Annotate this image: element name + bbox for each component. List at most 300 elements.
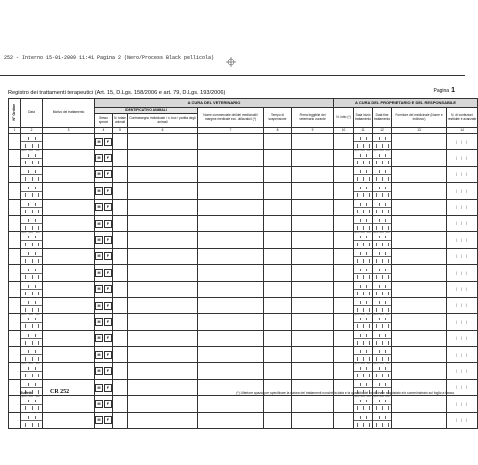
sesso-cell[interactable] [95, 330, 113, 346]
firma-cell[interactable] [292, 199, 334, 215]
nome-commerciale-cell[interactable] [198, 396, 264, 412]
totale-cell[interactable] [113, 330, 128, 346]
sex-f-checkbox[interactable]: F [104, 384, 112, 392]
data-field[interactable] [21, 134, 43, 150]
sex-m-checkbox[interactable]: M [95, 187, 103, 195]
contrassegno-cell[interactable] [128, 183, 198, 199]
quantita-cell[interactable] [447, 183, 478, 199]
date-anno-label: anno [35, 264, 40, 267]
quantita-cell[interactable] [447, 265, 478, 281]
quantita-cell[interactable] [447, 248, 478, 264]
sesso-cell[interactable] [95, 297, 113, 313]
sesso-cell[interactable] [95, 199, 113, 215]
totale-cell[interactable] [113, 363, 128, 379]
totale-cell[interactable] [113, 232, 128, 248]
quantita-cell[interactable] [447, 297, 478, 313]
totale-cell[interactable] [113, 183, 128, 199]
sex-f-checkbox[interactable]: F [104, 203, 112, 211]
sex-f-checkbox[interactable]: F [104, 138, 112, 146]
fornitore-cell[interactable] [392, 166, 447, 182]
lotto-cell[interactable] [334, 347, 354, 363]
fornitore-cell[interactable] [392, 396, 447, 412]
nome-commerciale-cell[interactable] [198, 330, 264, 346]
quantita-cell[interactable] [447, 412, 478, 428]
quantita-cell[interactable] [447, 330, 478, 346]
data-inizio-field[interactable] [354, 232, 373, 248]
ordine-cell[interactable] [9, 248, 21, 264]
firma-cell[interactable] [292, 363, 334, 379]
date-giorno-label: giorno [21, 411, 27, 414]
fornitore-cell[interactable] [392, 215, 447, 231]
totale-cell[interactable] [113, 150, 128, 166]
contrassegno-cell[interactable] [128, 232, 198, 248]
motivo-cell[interactable] [43, 183, 95, 199]
nome-commerciale-cell[interactable] [198, 297, 264, 313]
ordine-cell[interactable] [9, 412, 21, 428]
lotto-cell[interactable] [334, 183, 354, 199]
date-giorno-label: giorno [373, 395, 379, 398]
contrassegno-cell[interactable] [128, 215, 198, 231]
data-inizio-field[interactable] [354, 330, 373, 346]
sesso-cell[interactable] [95, 281, 113, 297]
contrassegno-cell[interactable] [128, 379, 198, 395]
totale-cell[interactable] [113, 347, 128, 363]
ordine-cell[interactable] [9, 297, 21, 313]
sex-f-checkbox[interactable]: F [104, 302, 112, 310]
tempo-cell[interactable] [264, 363, 292, 379]
sex-m-checkbox[interactable]: M [95, 400, 103, 408]
fornitore-cell[interactable] [392, 248, 447, 264]
sex-m-checkbox[interactable]: M [95, 154, 103, 162]
tempo-cell[interactable] [264, 347, 292, 363]
tempo-cell[interactable] [264, 166, 292, 182]
ordine-cell[interactable] [9, 232, 21, 248]
fornitore-cell[interactable] [392, 150, 447, 166]
motivo-cell[interactable] [43, 248, 95, 264]
data-fine-field[interactable] [373, 150, 392, 166]
data-field[interactable] [21, 150, 43, 166]
date-mese-label: mese [379, 248, 384, 251]
sex-m-checkbox[interactable]: M [95, 302, 103, 310]
totale-cell[interactable] [113, 134, 128, 150]
contrassegno-cell[interactable] [128, 396, 198, 412]
firma-cell[interactable] [292, 248, 334, 264]
data-inizio-field[interactable] [354, 297, 373, 313]
lotto-cell[interactable] [334, 215, 354, 231]
date-giorno-label: giorno [21, 280, 27, 283]
sesso-cell[interactable] [95, 232, 113, 248]
data-fine-field[interactable] [373, 396, 392, 412]
nome-commerciale-cell[interactable] [198, 265, 264, 281]
data-inizio-field[interactable] [354, 166, 373, 182]
data-field[interactable] [21, 347, 43, 363]
motivo-cell[interactable] [43, 166, 95, 182]
totale-cell[interactable] [113, 379, 128, 395]
totale-cell[interactable] [113, 412, 128, 428]
quantita-cell[interactable] [447, 134, 478, 150]
tempo-cell[interactable] [264, 396, 292, 412]
fornitore-cell[interactable] [392, 232, 447, 248]
tempo-cell[interactable] [264, 314, 292, 330]
lotto-cell[interactable] [334, 199, 354, 215]
date-giorno-label: giorno [354, 166, 360, 169]
quantita-cell[interactable] [447, 199, 478, 215]
column-number: 14 [447, 128, 478, 134]
sex-f-checkbox[interactable]: F [104, 367, 112, 375]
sex-f-checkbox[interactable]: F [104, 351, 112, 359]
quantita-cell[interactable] [447, 150, 478, 166]
lotto-cell[interactable] [334, 412, 354, 428]
firma-cell[interactable] [292, 215, 334, 231]
tempo-cell[interactable] [264, 134, 292, 150]
data-field[interactable] [21, 412, 43, 428]
sex-f-checkbox[interactable]: F [104, 154, 112, 162]
fornitore-cell[interactable] [392, 265, 447, 281]
contrassegno-cell[interactable] [128, 347, 198, 363]
quantita-cell[interactable] [447, 166, 478, 182]
date-mese-label: mese [28, 182, 33, 185]
sex-f-checkbox[interactable]: F [104, 318, 112, 326]
motivo-cell[interactable] [43, 232, 95, 248]
ordine-cell[interactable] [9, 314, 21, 330]
data-inizio-field[interactable] [354, 215, 373, 231]
motivo-cell[interactable] [43, 314, 95, 330]
ordine-cell[interactable] [9, 215, 21, 231]
sex-m-checkbox[interactable]: M [95, 236, 103, 244]
nome-commerciale-cell[interactable] [198, 248, 264, 264]
nome-commerciale-cell[interactable] [198, 150, 264, 166]
tempo-cell[interactable] [264, 215, 292, 231]
sex-f-checkbox[interactable]: F [104, 220, 112, 228]
firma-cell[interactable] [292, 330, 334, 346]
quantita-cell[interactable] [447, 396, 478, 412]
quantita-cell[interactable] [447, 281, 478, 297]
data-inizio-field[interactable] [354, 412, 373, 428]
data-fine-field[interactable] [373, 183, 392, 199]
tempo-cell[interactable] [264, 183, 292, 199]
data-inizio-field[interactable] [354, 248, 373, 264]
firma-cell[interactable] [292, 150, 334, 166]
data-inizio-field[interactable] [354, 265, 373, 281]
nome-commerciale-cell[interactable] [198, 363, 264, 379]
data-field[interactable] [21, 297, 43, 313]
data-fine-field[interactable] [373, 134, 392, 150]
data-inizio-field[interactable] [354, 396, 373, 412]
fornitore-cell[interactable] [392, 347, 447, 363]
sex-m-checkbox[interactable]: M [95, 138, 103, 146]
sex-f-checkbox[interactable]: F [104, 170, 112, 178]
data-fine-field[interactable] [373, 330, 392, 346]
motivo-cell[interactable] [43, 134, 95, 150]
firma-cell[interactable] [292, 265, 334, 281]
motivo-cell[interactable] [43, 297, 95, 313]
lotto-cell[interactable] [334, 314, 354, 330]
tempo-cell[interactable] [264, 297, 292, 313]
ordine-cell[interactable] [9, 379, 21, 395]
data-inizio-field[interactable] [354, 150, 373, 166]
sex-f-checkbox[interactable]: F [104, 334, 112, 342]
data-field[interactable] [21, 215, 43, 231]
data-inizio-field[interactable] [354, 134, 373, 150]
data-field[interactable] [21, 330, 43, 346]
firma-cell[interactable] [292, 396, 334, 412]
data-fine-field[interactable] [373, 166, 392, 182]
sesso-cell[interactable] [95, 166, 113, 182]
nome-commerciale-cell[interactable] [198, 199, 264, 215]
lotto-cell[interactable] [334, 330, 354, 346]
date-mese-label: mese [28, 231, 33, 234]
data-inizio-field[interactable] [354, 199, 373, 215]
contrassegno-cell[interactable] [128, 297, 198, 313]
data-fine-field[interactable] [373, 297, 392, 313]
contrassegno-cell[interactable] [128, 281, 198, 297]
data-inizio-field[interactable] [354, 314, 373, 330]
firma-cell[interactable] [292, 232, 334, 248]
quantita-cell[interactable] [447, 232, 478, 248]
sex-m-checkbox[interactable]: M [95, 351, 103, 359]
contrassegno-cell[interactable] [128, 265, 198, 281]
nome-commerciale-cell[interactable] [198, 215, 264, 231]
motivo-cell[interactable] [43, 281, 95, 297]
sex-m-checkbox[interactable]: M [95, 367, 103, 375]
date-giorno-label: giorno [373, 297, 379, 300]
data-fine-field[interactable] [373, 265, 392, 281]
contrassegno-cell[interactable] [128, 166, 198, 182]
contrassegno-cell[interactable] [128, 199, 198, 215]
lotto-cell[interactable] [334, 134, 354, 150]
sex-f-checkbox[interactable]: F [104, 187, 112, 195]
sex-f-checkbox[interactable]: F [104, 252, 112, 260]
lotto-cell[interactable] [334, 297, 354, 313]
nome-commerciale-cell[interactable] [198, 281, 264, 297]
sex-f-checkbox[interactable]: F [104, 285, 112, 293]
sex-m-checkbox[interactable]: M [95, 416, 103, 424]
data-fine-field[interactable] [373, 248, 392, 264]
tempo-cell[interactable] [264, 248, 292, 264]
motivo-cell[interactable] [43, 347, 95, 363]
data-field[interactable] [21, 183, 43, 199]
fornitore-cell[interactable] [392, 363, 447, 379]
ordine-cell[interactable] [9, 363, 21, 379]
lotto-cell[interactable] [334, 396, 354, 412]
sex-m-checkbox[interactable]: M [95, 285, 103, 293]
ordine-cell[interactable] [9, 166, 21, 182]
fornitore-cell[interactable] [392, 330, 447, 346]
fornitore-cell[interactable] [392, 281, 447, 297]
sesso-cell[interactable] [95, 150, 113, 166]
data-fine-field[interactable] [373, 199, 392, 215]
tempo-cell[interactable] [264, 150, 292, 166]
data-inizio-field[interactable] [354, 281, 373, 297]
sex-m-checkbox[interactable]: M [95, 203, 103, 211]
nome-commerciale-cell[interactable] [198, 314, 264, 330]
totale-cell[interactable] [113, 396, 128, 412]
firma-cell[interactable] [292, 166, 334, 182]
sesso-cell[interactable] [95, 248, 113, 264]
data-field[interactable] [21, 396, 43, 412]
totale-cell[interactable] [113, 314, 128, 330]
nome-commerciale-cell[interactable] [198, 347, 264, 363]
sesso-cell[interactable] [95, 215, 113, 231]
sesso-cell[interactable] [95, 183, 113, 199]
data-inizio-field[interactable] [354, 347, 373, 363]
sesso-cell[interactable] [95, 363, 113, 379]
ordine-cell[interactable] [9, 330, 21, 346]
data-fine-field[interactable] [373, 347, 392, 363]
sesso-cell[interactable] [95, 265, 113, 281]
sex-m-checkbox[interactable]: M [95, 220, 103, 228]
date-mese-label: mese [28, 166, 33, 169]
contrassegno-cell[interactable] [128, 412, 198, 428]
ordine-cell[interactable] [9, 199, 21, 215]
fornitore-cell[interactable] [392, 297, 447, 313]
firma-cell[interactable] [292, 314, 334, 330]
sex-f-checkbox[interactable]: F [104, 269, 112, 277]
ordine-cell[interactable] [9, 396, 21, 412]
data-fine-field[interactable] [373, 314, 392, 330]
data-field[interactable] [21, 199, 43, 215]
firma-cell[interactable] [292, 183, 334, 199]
ordine-cell[interactable] [9, 281, 21, 297]
tempo-cell[interactable] [264, 281, 292, 297]
sesso-cell[interactable] [95, 134, 113, 150]
motivo-cell[interactable] [43, 330, 95, 346]
data-fine-field[interactable] [373, 281, 392, 297]
nome-commerciale-cell[interactable] [198, 183, 264, 199]
tempo-cell[interactable] [264, 412, 292, 428]
fornitore-cell[interactable] [392, 199, 447, 215]
data-fine-field[interactable] [373, 215, 392, 231]
footnote: (*) Ulteriore spazio per specificare la natura dei trattamenti nonché la data e la quantità del medicinale acquistato e/o somministrato sul foglio a fianco. [236, 391, 455, 395]
totale-cell[interactable] [113, 215, 128, 231]
motivo-cell[interactable] [43, 199, 95, 215]
totale-cell[interactable] [113, 265, 128, 281]
sex-m-checkbox[interactable]: M [95, 269, 103, 277]
date-anno-label: anno [35, 379, 40, 382]
data-fine-field[interactable] [373, 232, 392, 248]
fornitore-cell[interactable] [392, 183, 447, 199]
ordine-cell[interactable] [9, 347, 21, 363]
nome-commerciale-cell[interactable] [198, 166, 264, 182]
firma-cell[interactable] [292, 347, 334, 363]
date-mese-label: mese [28, 313, 33, 316]
section-proprietario: A CURA DEL PROPRIETARIO E DEL RESPONSABILE [334, 99, 478, 108]
motivo-cell[interactable] [43, 412, 95, 428]
ordine-cell[interactable] [9, 134, 21, 150]
totale-cell[interactable] [113, 199, 128, 215]
totale-cell[interactable] [113, 281, 128, 297]
totale-cell[interactable] [113, 166, 128, 182]
nome-commerciale-cell[interactable] [198, 412, 264, 428]
data-field[interactable] [21, 363, 43, 379]
date-anno-label: anno [366, 182, 371, 185]
lotto-cell[interactable] [334, 265, 354, 281]
lotto-cell[interactable] [334, 166, 354, 182]
date-giorno-label: giorno [21, 198, 27, 201]
data-field[interactable] [21, 281, 43, 297]
quantita-cell[interactable] [447, 314, 478, 330]
data-inizio-field[interactable] [354, 183, 373, 199]
contrassegno-cell[interactable] [128, 314, 198, 330]
sex-m-checkbox[interactable]: M [95, 334, 103, 342]
sesso-cell[interactable] [95, 396, 113, 412]
date-mese-label: mese [360, 313, 365, 316]
fornitore-cell[interactable] [392, 412, 447, 428]
sex-m-checkbox[interactable]: M [95, 384, 103, 392]
totale-cell[interactable] [113, 248, 128, 264]
nome-commerciale-cell[interactable] [198, 134, 264, 150]
contrassegno-cell[interactable] [128, 363, 198, 379]
fornitore-cell[interactable] [392, 314, 447, 330]
firma-cell[interactable] [292, 412, 334, 428]
date-giorno-label: giorno [354, 329, 360, 332]
ordine-cell[interactable] [9, 150, 21, 166]
tempo-cell[interactable] [264, 199, 292, 215]
date-anno-label: anno [35, 182, 40, 185]
sex-m-checkbox[interactable]: M [95, 318, 103, 326]
contrassegno-cell[interactable] [128, 134, 198, 150]
firma-cell[interactable] [292, 134, 334, 150]
form-code: CR 252 [50, 389, 70, 395]
lotto-cell[interactable] [334, 150, 354, 166]
lotto-cell[interactable] [334, 281, 354, 297]
motivo-cell[interactable] [43, 215, 95, 231]
data-field[interactable] [21, 265, 43, 281]
ordine-cell[interactable] [9, 183, 21, 199]
motivo-cell[interactable] [43, 150, 95, 166]
quantita-cell[interactable] [447, 347, 478, 363]
quantita-cell[interactable] [447, 363, 478, 379]
sex-f-checkbox[interactable]: F [104, 236, 112, 244]
data-field[interactable] [21, 166, 43, 182]
sex-f-checkbox[interactable]: F [104, 416, 112, 424]
firma-cell[interactable] [292, 297, 334, 313]
lotto-cell[interactable] [334, 232, 354, 248]
tempo-cell[interactable] [264, 232, 292, 248]
sex-m-checkbox[interactable]: M [95, 170, 103, 178]
contrassegno-cell[interactable] [128, 150, 198, 166]
data-field[interactable] [21, 248, 43, 264]
totale-cell[interactable] [113, 297, 128, 313]
motivo-cell[interactable] [43, 265, 95, 281]
data-fine-field[interactable] [373, 412, 392, 428]
lotto-cell[interactable] [334, 248, 354, 264]
sesso-cell[interactable] [95, 412, 113, 428]
sesso-cell[interactable] [95, 347, 113, 363]
lotto-cell[interactable] [334, 363, 354, 379]
quantita-cell[interactable] [447, 215, 478, 231]
sex-m-checkbox[interactable]: M [95, 252, 103, 260]
firma-cell[interactable] [292, 281, 334, 297]
date-anno-label: anno [366, 248, 371, 251]
contrassegno-cell[interactable] [128, 330, 198, 346]
fornitore-cell[interactable] [392, 134, 447, 150]
data-field[interactable] [21, 232, 43, 248]
ordine-cell[interactable] [9, 265, 21, 281]
motivo-cell[interactable] [43, 363, 95, 379]
sex-f-checkbox[interactable]: F [104, 400, 112, 408]
tempo-cell[interactable] [264, 330, 292, 346]
data-fine-field[interactable] [373, 363, 392, 379]
data-inizio-field[interactable] [354, 363, 373, 379]
tempo-cell[interactable] [264, 265, 292, 281]
sesso-cell[interactable] [95, 314, 113, 330]
contrassegno-cell[interactable] [128, 248, 198, 264]
sesso-cell[interactable] [95, 379, 113, 395]
data-field[interactable] [21, 314, 43, 330]
motivo-cell[interactable] [43, 396, 95, 412]
nome-commerciale-cell[interactable] [198, 232, 264, 248]
